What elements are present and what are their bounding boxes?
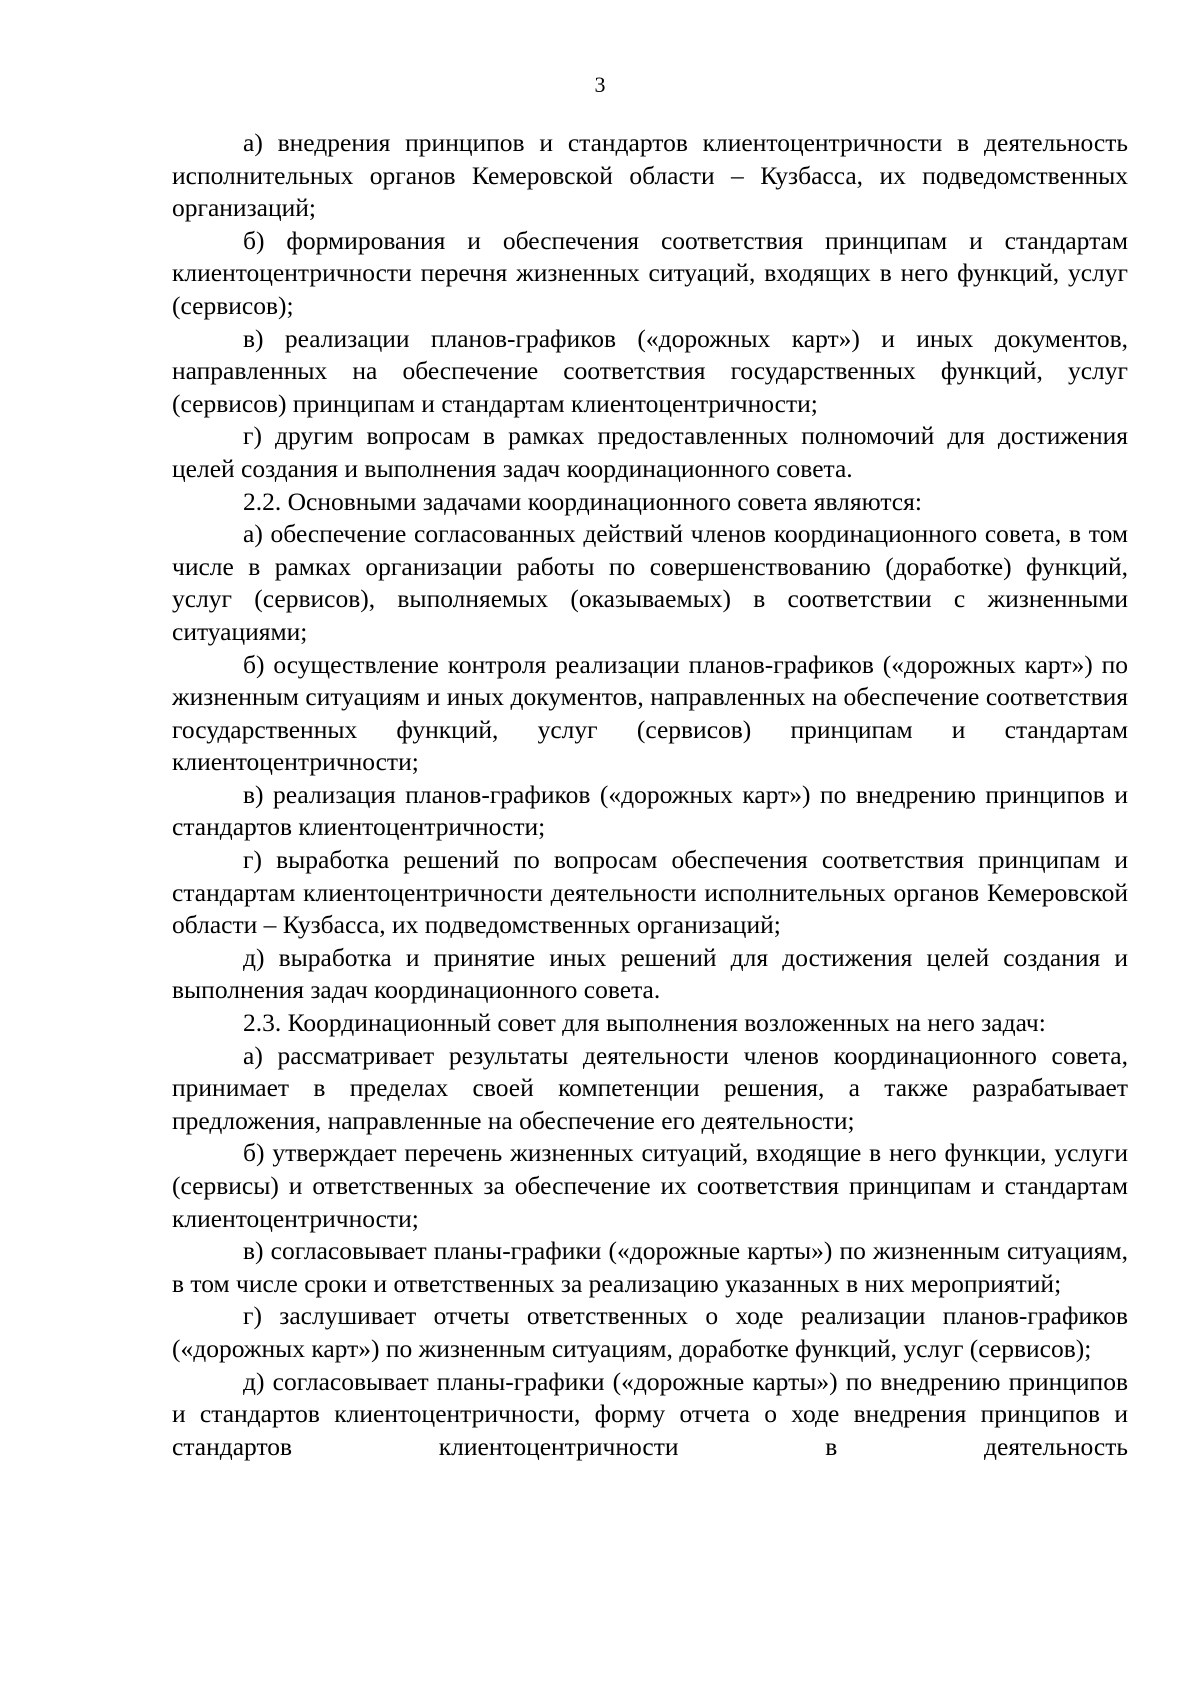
paragraph-2-2-a: а) обеспечение согласованных действий членов координационного совета, в том числе в рамках организации работы по совершенствованию (доработке) функций, услуг (сервисов), выполняемых (оказываемых) в соответствии с жизненными ситуациями; bbox=[172, 519, 1128, 646]
paragraph-2-1-b: б) формирования и обеспечения соответствия принципам и стандартам клиентоцентричности перечня жизненных ситуаций, входящих в него функций, услуг (сервисов); bbox=[172, 225, 1128, 320]
paragraph-2-1-v: в) реализации планов-графиков («дорожных карт») и иных документов, направленных на обеспечение соответствия государственных функций, услуг (сервисов) принципам и стандартам клиентоцентричности; bbox=[172, 323, 1128, 418]
paragraph-2-2-d: д) выработка и принятие иных решений для достижения целей создания и выполнения задач координационного совета. bbox=[172, 942, 1128, 1005]
page-number: 3 bbox=[594, 72, 606, 97]
document-body bbox=[172, 127, 1128, 1463]
paragraph-2-2-heading: 2.2. Основными задачами координационного совета являются: bbox=[243, 486, 922, 516]
paragraph-2-3-v: в) согласовывает планы-графики («дорожные карты») по жизненным ситуациям, в том числе сроки и ответственных за реализацию указанных в них мероприятий; bbox=[172, 1236, 1128, 1298]
paragraph-2-2-b: б) осуществление контроля реализации планов-графиков («дорожных карт») по жизненным ситуациям и иных документов, направленных на обеспечение соответствия государственных функций, услуг (сервисов) принципам и стандартам клиентоцентричности; bbox=[172, 649, 1128, 777]
paragraph-2-1-a: а) внедрения принципов и стандартов клиентоцентричности в деятельность исполнительных органов Кемеровской области – Кузбасса, их подведомственных организаций; bbox=[172, 128, 1128, 223]
paragraph-2-3-g: г) заслушивает отчеты ответственных о ходе реализации планов-графиков («дорожных карт») по жизненным ситуациям, доработке функций, услуг (сервисов); bbox=[172, 1301, 1128, 1363]
paragraph-2-1-g: г) другим вопросам в рамках предоставленных полномочий для достижения целей создания и выполнения задач координационного совета. bbox=[172, 421, 1128, 483]
paragraph-2-2-v: в) реализация планов-графиков («дорожных карт») по внедрению принципов и стандартов клиентоцентричности; bbox=[172, 779, 1128, 842]
paragraph-2-2-g: г) выработка решений по вопросам обеспечения соответствия принципам и стандартам клиентоцентричности деятельности исполнительных органов Кемеровской области – Кузбасса, их подведомственных организаций; bbox=[172, 845, 1128, 940]
paragraph-2-3-b: б) утверждает перечень жизненных ситуаций, входящие в него функции, услуги (сервисы) и ответственных за обеспечение их соответствия принципам и стандартам клиентоцентричности; bbox=[172, 1138, 1128, 1233]
paragraph-2-3-d: д) согласовывает планы-графики («дорожные карты») по внедрению принципов и стандартов клиентоцентричности, форму отчета о ходе внедрения принципов и стандартов клиентоцентричности в деятельность bbox=[172, 1366, 1128, 1461]
paragraph-2-3-heading: 2.3. Координационный совет для выполнения возложенных на него задач: bbox=[243, 1008, 1046, 1038]
paragraph-2-3-a: а) рассматривает результаты деятельности членов координационного совета, принимает в пределах своей компетенции решения, а также разрабатывает предложения, направленные на обеспечение его деятельности; bbox=[172, 1040, 1128, 1135]
